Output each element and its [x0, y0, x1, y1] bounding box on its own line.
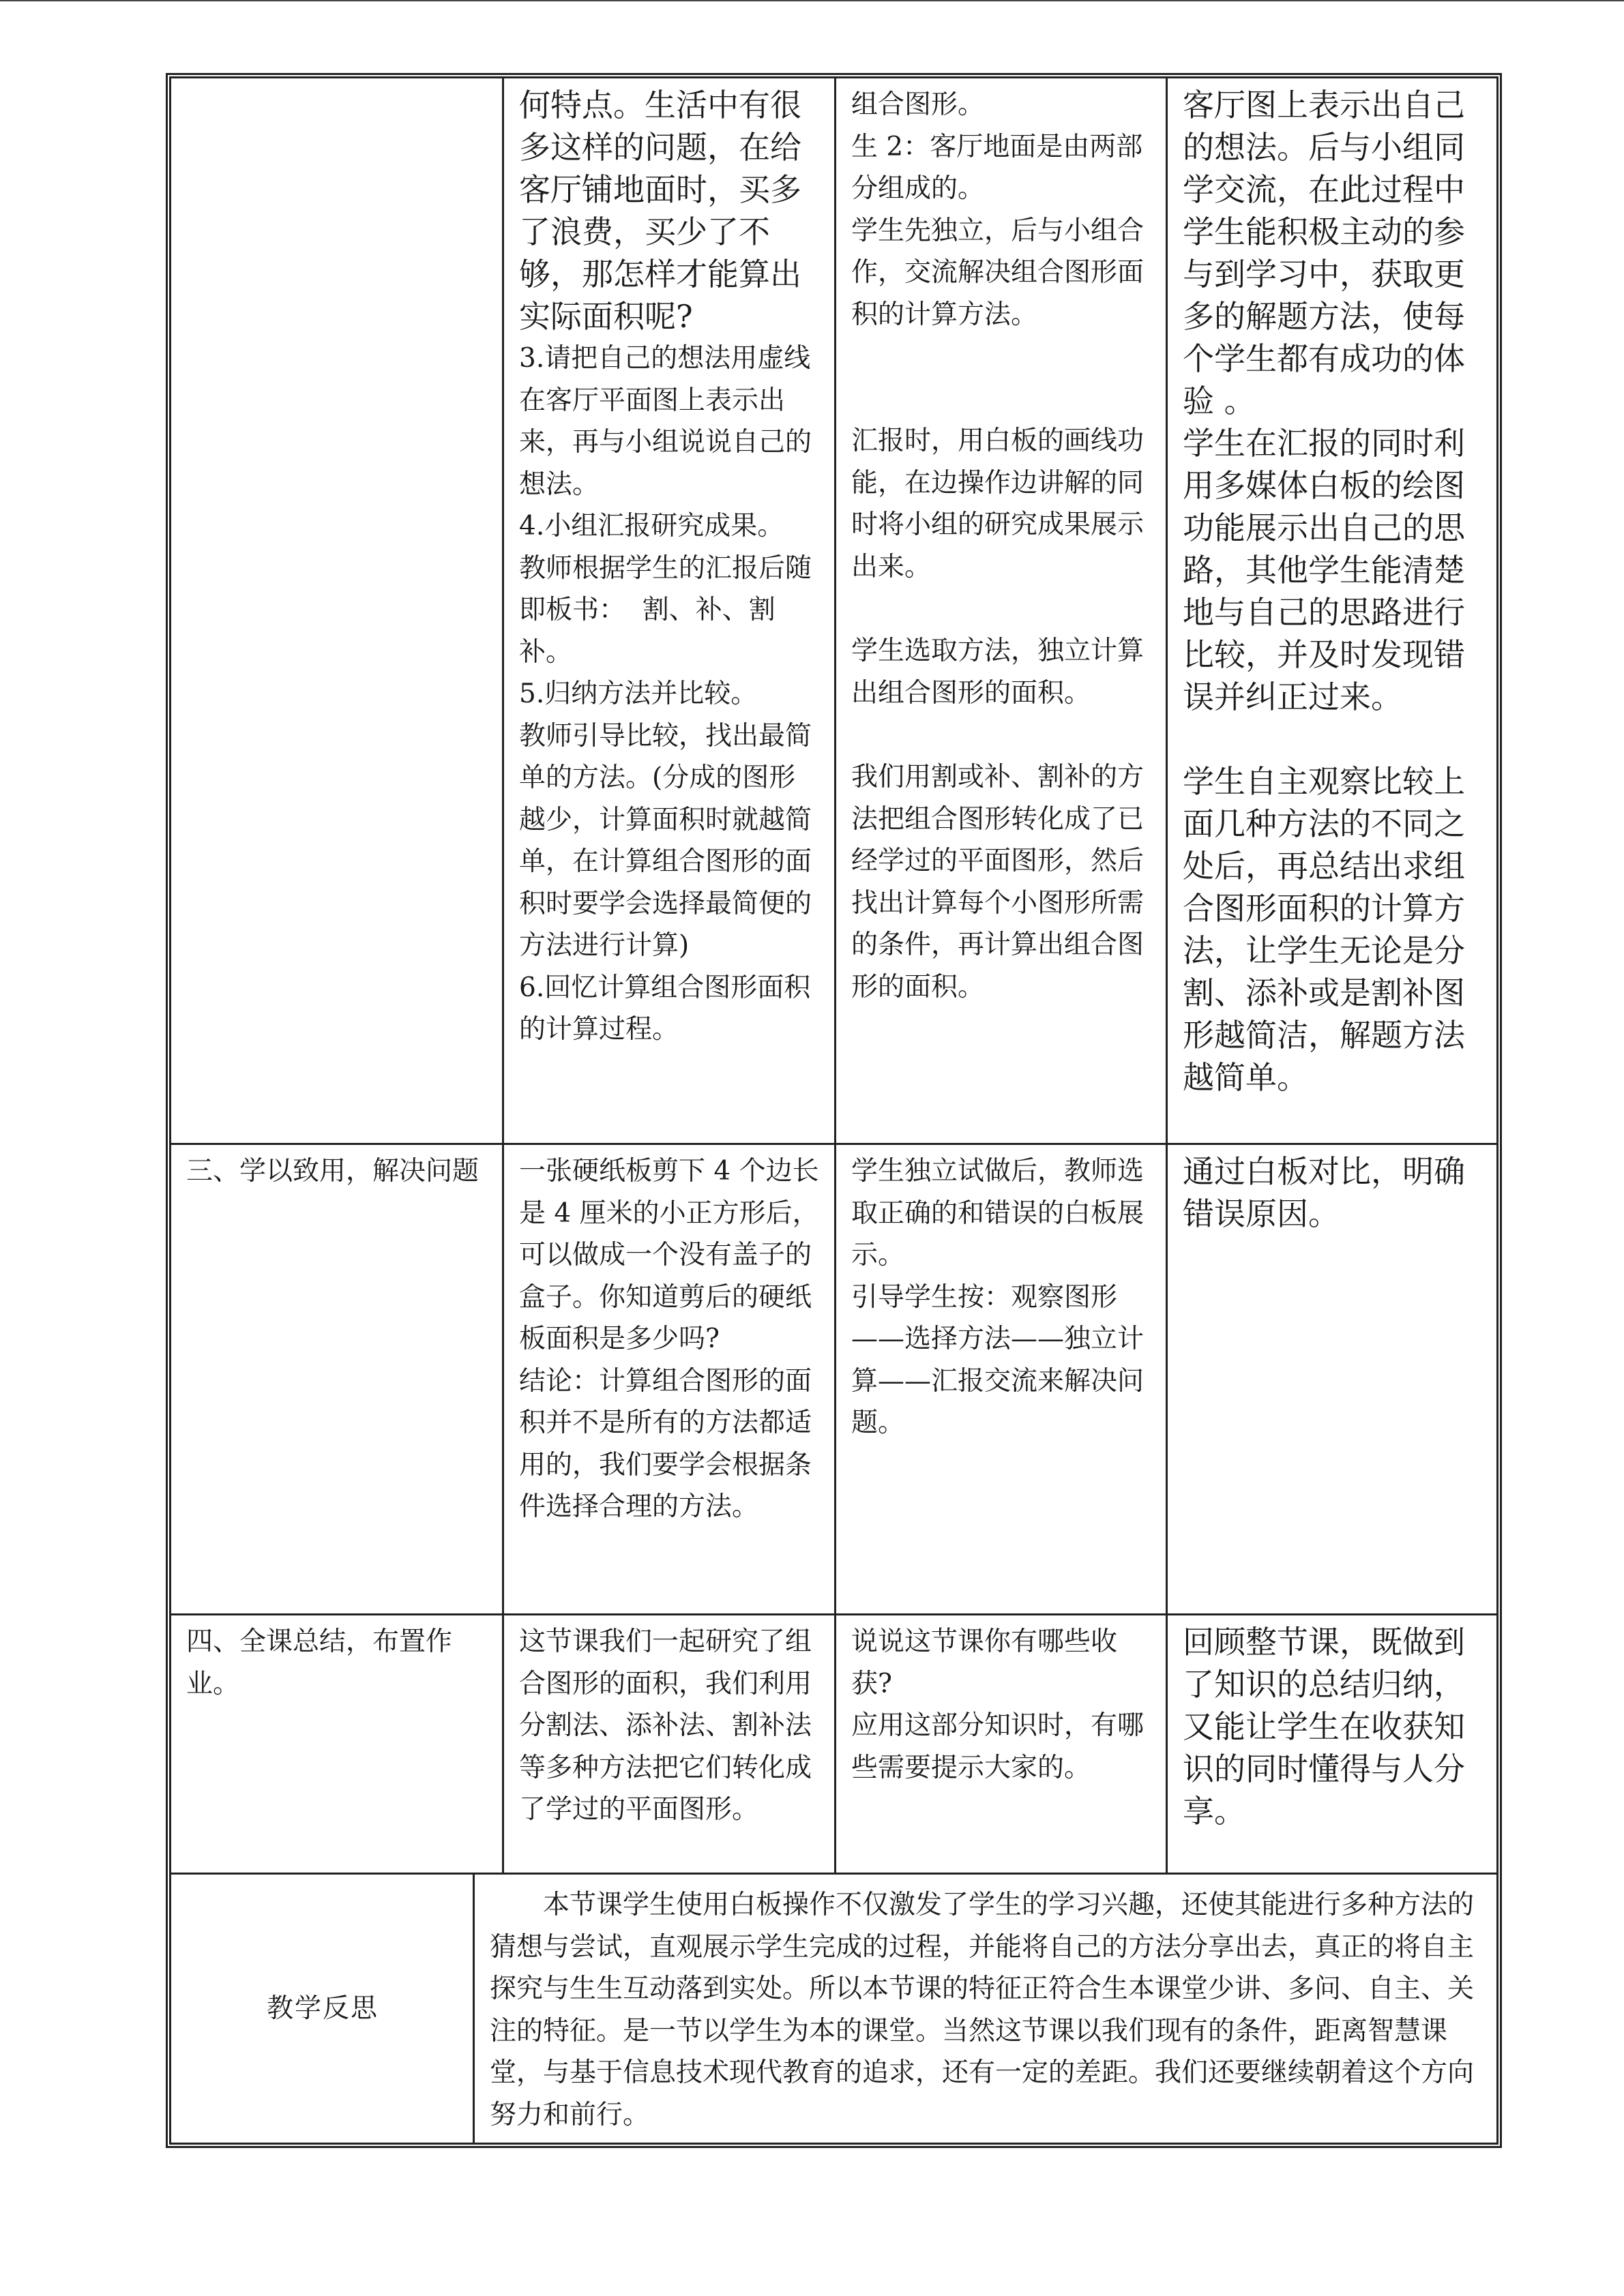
student-activity-cell [836, 78, 1167, 1144]
teacher-activity-cell [503, 1144, 836, 1615]
student-text-p1: 组合图形。 [851, 89, 985, 120]
teacher-activity-cell [503, 78, 836, 1144]
teacher-text-p6: 教师引导比较，找出最简单的方法。(分成的图形越少，计算面积时就越简单，在计算组合图形的面积时要学会选择最简便的方法进行计算) [519, 720, 812, 961]
reflection-subtable [171, 1875, 1496, 2143]
student-activity-cell [836, 1144, 1167, 1615]
intent-text-p3: 学生自主观察比较上面几种方法的不同之处后，再总结出求组合图形面积的计算方法，让学生无论是分割、添补或是割补图形越简洁，解题方法越简单。 [1183, 763, 1465, 1096]
student-text-p2: 生 2：客厅地面是由两部分组成的。 [851, 131, 1143, 204]
teacher-text-p3: 4.小组汇报研究成果。 [519, 511, 784, 541]
teacher-activity-cell [503, 1615, 836, 1874]
table-row-reflection [171, 1874, 1498, 2144]
student-text-p1: 学生独立试做后，教师选取正确的和错误的白板展示。 [851, 1156, 1145, 1270]
reflection-row-cell [171, 1874, 1498, 2144]
reflection-label: 教学反思 [171, 1875, 474, 2143]
teacher-text: 这节课我们一起研究了组合图形的面积，我们利用分割法、添补法、割补法等多种方法把它们转化成了学过的平面图形。 [519, 1626, 812, 1825]
teacher-text-p7: 6.回忆计算组合图形面积的计算过程。 [519, 972, 811, 1045]
teacher-text-p5: 5.归纳方法并比较。 [519, 679, 758, 709]
intent-text: 回顾整节课，既做到了知识的总结归纳，又能让学生在收获知识的同时懂得与人分享。 [1183, 1624, 1465, 1830]
lesson-plan-table [169, 76, 1498, 2145]
student-text-p5: 学生选取方法，独立计算出组合图形的面积。 [851, 636, 1145, 709]
design-intent-cell [1167, 1615, 1498, 1874]
student-activity-cell [836, 1615, 1167, 1874]
table-row-apply [171, 1144, 1498, 1615]
teacher-text-p2: 结论：计算组合图形的面积并不是所有的方法都适用的，我们要学会根据条件选择合理的方法。 [519, 1365, 812, 1522]
stage-cell-apply: 三、学以致用，解决问题 [171, 1144, 503, 1615]
student-text-p2: 引导学生按：观察图形——选择方法——独立计算——汇报交流来解决问题。 [851, 1281, 1145, 1438]
student-text-p4: 汇报时，用白板的画线功能，在边操作边讲解的同时将小组的研究成果展示出来。 [851, 426, 1145, 582]
stage-cell-summary: 四、全课总结，布置作业。 [171, 1615, 503, 1874]
reflection-text: 本节课学生使用白板操作不仅激发了学生的学习兴趣，还使其能进行多种方法的猜想与尝试，直观展示学生完成的过程，并能将自己的方法分享出去，真正的将自主探究与生生互动落到实处。所以本节课的特征正符合生本课堂少讲、多问、自主、关注的特征。是一节以学生为本的课堂。当然这节课以我们现有的条件，距离智慧课堂，与基于信息技术现代教育的追求，还有一定的差距。我们还要继续朝着这个方向努力和前行。 [490, 1890, 1475, 2130]
teacher-text-p1: 何特点。生活中有很多这样的问题，在给客厅铺地面时，买多了浪费，买少了不够，那怎样才能算出实际面积呢? [519, 87, 801, 335]
page-top-border [0, 0, 1624, 1]
teacher-text-p4: 教师根据学生的汇报后随即板书： 割、补、割补。 [519, 552, 812, 668]
student-text-p6: 我们用割或补、割补的方法把组合图形转化成了已经学过的平面图形，然后找出计算每个小图形所需的条件，再计算出组合图形的面积。 [851, 762, 1145, 1002]
student-text-p1: 说说这节课你有哪些收获? [851, 1626, 1118, 1699]
intent-text-p2: 学生在汇报的同时利用多媒体白板的绘图功能展示出自己的思路，其他学生能清楚地与自己的思路进行比较，并及时发现错误并纠正过来。 [1183, 425, 1465, 715]
reflection-subtable-row [171, 1875, 1496, 2143]
teacher-text-p2: 3.请把自己的想法用虚线在客厅平面图上表示出来，再与小组说说自己的想法。 [519, 343, 812, 500]
stage-cell-empty [171, 78, 503, 1144]
table-row-summary [171, 1615, 1498, 1874]
design-intent-cell [1167, 1144, 1498, 1615]
design-intent-cell [1167, 78, 1498, 1144]
intent-text-p1: 客厅图上表示出自己的想法。后与小组同学交流，在此过程中学生能积极主动的参与到学习中，获取更多的解题方法，使每个学生都有成功的体验 。 [1183, 87, 1465, 419]
student-text-p3: 学生先独立，后与小组合作，交流解决组合图形面积的计算方法。 [851, 215, 1145, 330]
teacher-text-p1: 一张硬纸板剪下 4 个边长是 4 厘米的小正方形后，可以做成一个没有盖子的盒子。你知道剪后的硬纸板面积是多少吗? [519, 1156, 819, 1354]
student-text-p2: 应用这部分知识时，有哪些需要提示大家的。 [851, 1710, 1145, 1783]
table-row-process [171, 78, 1498, 1144]
intent-text: 通过白板对比，明确错误原因。 [1183, 1153, 1465, 1232]
